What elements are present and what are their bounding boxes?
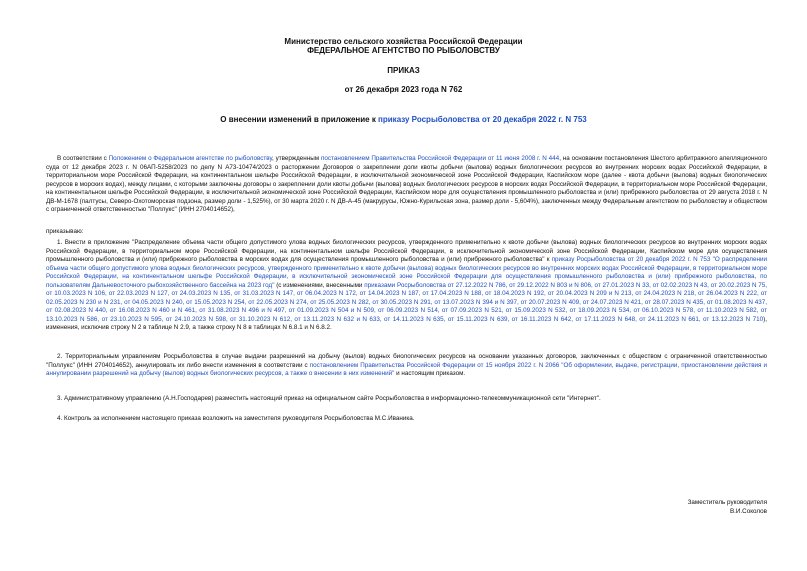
agency-name: ФЕДЕРАЛЬНОЕ АГЕНТСТВО ПО РЫБОЛОВСТВУ	[307, 46, 500, 55]
item-2-link-resolution[interactable]: постановлением Правительства Российской Федерации от 15 ноября 2022 г. N 2066 "Об оформлении, выдаче, регистрации, приостановлении действия и аннулировании разрешений на добычу (вылов) водных биологических ресурсов, а также о внесении в них изменений"	[46, 361, 767, 378]
item-4-paragraph: 4. Контроль за исполнением настоящего приказа возложить на заместителя руководителя Росрыболовства М.С.Иваника.	[57, 415, 415, 422]
item-1-text-2: (с изменениями, внесенными	[274, 281, 365, 289]
signatory-name: В.И.Соколов	[729, 507, 767, 515]
item-1-link-order[interactable]: приказу Росрыболовства от 20 декабря 2022 г. N 753 "О распределении объема части общего допустимого улова водных биологических ресурсов, утвержденного применительно к квоте добычи (вылова) водных биологических ресурсов во внутренних морских водах Российской Федерации, в территориальном море Российской Федерации, на континентальном шельфе Российской Федерации, в исключительной экономической зоне Российской Федерации для осуществления промышленного рыболовства и (или) прибрежного рыболовства, по пользователям Дальневосточного рыбохозяйственного бассейна на 2023 год"	[46, 256, 767, 289]
preamble-paragraph	[46, 155, 767, 215]
signature-block	[688, 499, 767, 516]
subject-text: О внесении изменений в приложение к	[220, 115, 379, 124]
item-1-text-1: 1. Внести в приложение "Распределение объема части общего допустимого улова водных биологических ресурсов, утвержденного применительно к квоте добычи (вылова) водных биологических ресурсов во внутренних морских водах Российской Федерации, в территориальном море Российской Федерации, на континентальном шельфе Российской Федерации, в исключительной экономической зоне Российской Федерации, Каспийском море для осуществления промышленного рыболовства и (или) прибрежного рыболовства в морских водах для осуществления промышленного рыболовства и (или) прибрежного рыболовства" к	[46, 239, 767, 264]
ministry-name: Министерство сельского хозяйства Российской Федерации	[284, 37, 523, 46]
item-1-link-amendments[interactable]: приказами Росрыболовства от 27.12.2022 N 786, от 29.12.2022 N 803 и N 806, от 27.01.2023 N 33, от 02.02.2023 N 43, от 20.02.2023 N 75, от 10.03.2023 N 106, от 22.03.2023 N 127, от 24.03.2023 N 135, от 31.03.2023 N 147, от 06.04.2023 N 172, от 14.04.2023 N 187, от 17.04.2023 N 188, от 18.04.2023 N 192, от 20.04.2023 N 209 и N 213, от 24.04.2023 N 218, от 26.04.2023 N 222, от 02.05.2023 N 230 и N 231, от 04.05.2023 N 240, от 15.05.2023 N 254, от 22.05.2023 N 274, от 25.05.2023 N 282, от 30.05.2023 N 291, от 13.07.2023 N 394 и N 397, от 20.07.2023 N 409, от 24.07.2023 N 421, от 28.07.2023 N 435, от 01.08.2023 N 437, от 02.08.2023 N 440, от 16.08.2023 N 460 и N 461, от 31.08.2023 N 496 и N 497, от 01.09.2023 N 504 и N 509, от 06.09.2023 N 514, от 07.09.2023 N 521, от 15.09.2023 N 532, от 18.09.2023 N 534, от 06.10.2023 N 578, от 11.10.2023 N 582, от 13.10.2023 N 586, от 23.10.2023 N 595, от 24.10.2023 N 598, от 31.10.2023 N 612, от 13.11.2023 N 632 и N 633, от 14.11.2023 N 635, от 15.11.2023 N 639, от 16.11.2023 N 642, от 17.11.2023 N 648, от 24.11.2023 N 661, от 13.12.2023 N 710	[46, 281, 767, 323]
document-subject	[0, 115, 807, 124]
item-1-paragraph	[46, 239, 767, 333]
document-type: ПРИКАЗ	[387, 66, 420, 75]
item-3-paragraph: 3. Административному управлению (А.Н.Господарев) разместить настоящий приказ на официальном сайте Росрыболовства в информационно-телекоммуникационной сети "Интернет".	[57, 395, 601, 402]
preamble-text-1: В соответствии с	[57, 155, 109, 162]
order-word: приказываю:	[46, 228, 84, 235]
document-date-number: от 26 декабря 2023 года N 762	[344, 85, 463, 94]
item-2-text-2: и настоящим приказом.	[394, 370, 466, 378]
preamble-link-regulation[interactable]: Положением о Федеральном агентстве по рыболовству	[108, 155, 273, 162]
subject-link[interactable]: приказу Росрыболовства от 20 декабря 2022 г. N 753	[378, 115, 587, 124]
preamble-text-2: , утвержденным	[272, 155, 321, 162]
item-2-paragraph	[46, 353, 767, 379]
preamble-text-3: , на основании постановления Шестого арбитражного апелляционного суда от 12 декабря 2023 г. N 06АП-5258/2023 по делу N А73-10474/2023 о расторжении Договоров о закреплении доли квоты добычи (вылова) водных биологических ресурсов во внутренних морских водах Российской Федерации, в территориальном море Российской Федерации, на континентальном шельфе Российской Федерации, в исключительной экономической зоне Российской Федерации, Каспийском море (далее - квота добычи (вылова) водных биологических ресурсов в морских водах), между лицами, с которыми заключены договоры о закреплении доли квоты добычи (вылова) водных биологических ресурсов в морских водах Российской Федерации, в территориальном море Российской Федерации, на континентальном шельфе Российской Федерации, в исключительной экономической зоне Российской Федерации, Каспийском море для осуществления промышленного рыболовства и (или) прибрежного рыболовства от 29 августа 2018 г. N ДВ-М-1678 (палтусы, Северо-Охотоморская подзона, размер доли - 1,525%), от 30 марта 2020 г. N ДВ-А-45 (макрурусы, Южно-Курильская зона, размер доли - 5,604%), заключенных между Федеральным агентством по рыболовству и обществом с ограниченной ответственностью "Поллукс" (ИНН 2704014652),	[46, 155, 767, 214]
signatory-title: Заместитель руководителя	[687, 499, 767, 506]
item-1-text-3: ), изменения, исключив строку N 2 в таблице N 2.9, а также строку N 8 в таблицах N 6.8.1 и N 6.8.2.	[46, 315, 767, 332]
item-2-text-1: 2. Территориальным управлениям Росрыболовства в случае выдачи разрешений на добычу (вылов) водных биологических ресурсов на основании указанных договоров, заключенных с обществом с ограниченной ответственностью "Поллукс" (ИНН 2704014652), аннулировать их либо внести изменения в соответствии с	[46, 353, 767, 369]
preamble-link-resolution[interactable]: постановлением Правительства Российской Федерации от 11 июня 2008 г. N 444	[320, 155, 560, 162]
